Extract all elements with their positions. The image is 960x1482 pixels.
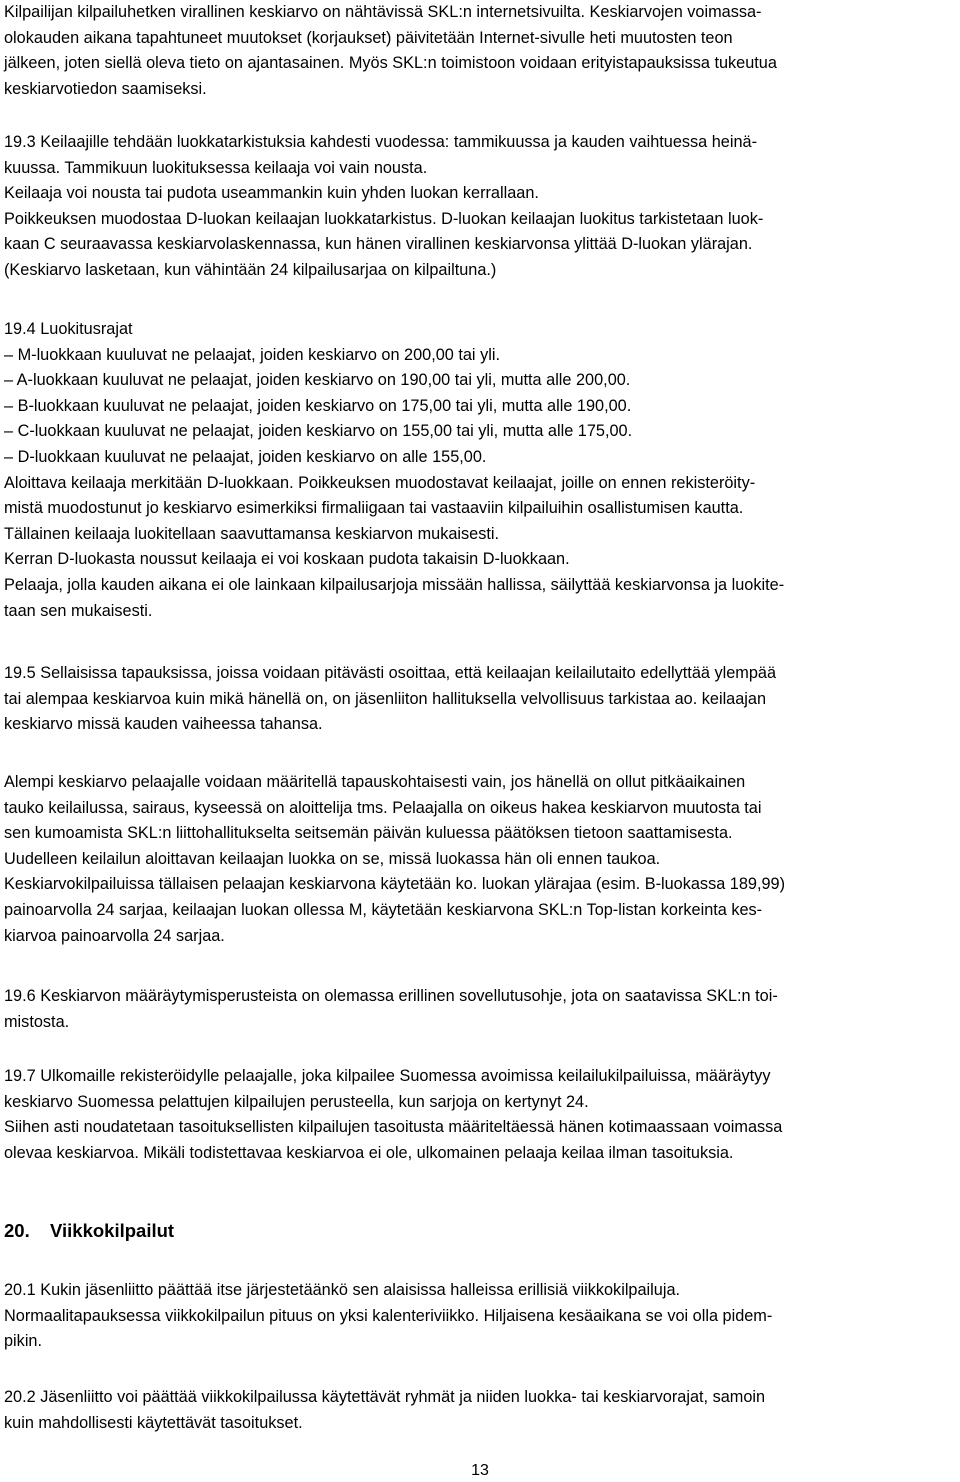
text-line: – A-luokkaan kuuluvat ne pelaajat, joiden keskiarvo on 190,00 tai yli, mutta alle 200,00.	[4, 371, 631, 390]
text-line: 19.3 Keilaajille tehdään luokkatarkistuksia kahdesti vuodessa: tammikuussa ja kauden vaihtuessa heinä-	[4, 133, 757, 151]
text-line: (Keskiarvo lasketaan, kun vähintään 24 kilpailusarjaa on kilpailtuna.)	[4, 260, 497, 279]
text-line: 20.1 Kukin jäsenliitto päättää itse järjestetäänkö sen alaisissa halleissa erillisiä viikkokilpailuja.	[4, 1281, 681, 1299]
section-19-5	[4, 661, 956, 738]
text-line: 20.2 Jäsenliitto voi päättää viikkokilpailussa käytettävät ryhmät ja niiden luokka- tai keskiarvorajat, samoin	[4, 1388, 766, 1406]
intro-paragraph	[4, 0, 956, 102]
text-line: Aloittava keilaaja merkitään D-luokkaan. Poikkeuksen muodostavat keilaajat, joille on ennen rekisteröity-	[4, 473, 756, 492]
text-line: Poikkeuksen muodostaa D-luokan keilaajan luokkatarkistus. D-luokan keilaajan luokitus tarkistetaan luok-	[4, 209, 764, 228]
text-line: Pelaaja, jolla kauden aikana ei ole lainkaan kilpailusarjoja missään hallissa, säilyttää keskiarvonsa ja luokite-	[4, 575, 785, 594]
text-line: – D-luokkaan kuuluvat ne pelaajat, joiden keskiarvo on alle 155,00.	[4, 447, 487, 466]
text-line: tai alempaa keskiarvoa kuin mikä hänellä on, on jäsenliiton hallituksella velvollisuus tarkistaa ao. keilaajan	[4, 689, 767, 708]
text-line: Alempi keskiarvo pelaajalle voidaan määritellä tapauskohtaisesti vain, jos hänellä on ollut pitkäaikainen	[4, 773, 746, 791]
section-19-4	[4, 317, 956, 624]
text-line: keskiarvo missä kauden vaiheessa tahansa.	[4, 715, 323, 734]
text-line: – M-luokkaan kuuluvat ne pelaajat, joiden keskiarvo on 200,00 tai yli.	[4, 345, 500, 364]
section-20-title: Viikkokilpailut	[50, 1220, 175, 1241]
text-line: painoarvolla 24 sarjaa, keilaajan luokan ollessa M, käytetään keskiarvona SKL:n Top-listan korkeinta kes-	[4, 900, 763, 919]
text-line: Uudelleen keilailun aloittavan keilaajan luokka on se, missä luokassa hän oli ennen taukoa.	[4, 849, 661, 868]
text-line: keskiarvo Suomessa pelattujen kilpailujen perusteella, kun sarjoja on kertynyt 24.	[4, 1092, 589, 1111]
text-line: 19.4 Luokitusrajat	[4, 320, 133, 338]
page-number: 13	[471, 1462, 489, 1479]
section-19-5-continued	[4, 770, 956, 949]
text-line: jälkeen, joten siellä oleva tieto on ajantasainen. Myös SKL:n toimistoon voidaan erityistapauksissa tukeutua	[4, 54, 777, 73]
text-line: 19.5 Sellaisissa tapauksissa, joissa voidaan pitävästi osoittaa, että keilaajan keilailutaito edellyttää ylempää	[4, 664, 776, 682]
text-line: Kilpailijan kilpailuhetken virallinen keskiarvo on nähtävissä SKL:n internetsivuilta. Keskiarvojen voimassa-	[4, 3, 762, 21]
text-line: sen kumoamista SKL:n liittohallitukselta seitsemän päivän kuluessa päätöksen tietoon saattamisesta.	[4, 824, 733, 843]
section-19-6	[4, 984, 956, 1035]
text-line: kiarvoa painoarvolla 24 sarjaa.	[4, 926, 225, 945]
text-line: Keilaaja voi nousta tai pudota useammankin kuin yhden luokan kerrallaan.	[4, 184, 539, 203]
text-line: Kerran D-luokasta noussut keilaaja ei voi koskaan pudota takaisin D-luokkaan.	[4, 550, 570, 569]
text-line: 19.7 Ulkomaille rekisteröidylle pelaajalle, joka kilpailee Suomessa avoimissa keilailukilpailuissa, määräytyy	[4, 1067, 771, 1085]
section-20-2	[4, 1385, 956, 1436]
text-line: olokauden aikana tapahtuneet muutokset (korjaukset) päivitetään Internet-sivulle heti muutosten teon	[4, 28, 733, 47]
text-line: 19.6 Keskiarvon määräytymisperusteista on olemassa erillinen sovellutusohje, jota on saatavissa SKL:n toi-	[4, 987, 778, 1005]
text-line: Keskiarvokilpailuissa tällaisen pelaajan keskiarvona käytetään ko. luokan ylärajaa (esim. B-luokassa 189,99)	[4, 875, 786, 894]
text-line: mistä muodostunut jo keskiarvo esimerkiksi firmaliigaan tai vastaaviin kilpailuihin osallistumisen kautta.	[4, 499, 744, 518]
section-19-3	[4, 130, 956, 284]
text-line: Normaalitapauksessa viikkokilpailun pituus on yksi kalenteriviikko. Hiljaisena kesäaikana se voi olla pidem-	[4, 1306, 773, 1325]
text-line: – C-luokkaan kuuluvat ne pelaajat, joiden keskiarvo on 155,00 tai yli, mutta alle 175,00.	[4, 422, 633, 441]
text-line: pikin.	[4, 1332, 43, 1351]
text-line: olevaa keskiarvoa. Mikäli todistettavaa keskiarvoa ei ole, ulkomainen pelaaja keilaa ilman tasoituksia.	[4, 1143, 734, 1162]
text-line: mistosta.	[4, 1012, 70, 1031]
section-20-heading	[4, 1220, 174, 1242]
text-line: – B-luokkaan kuuluvat ne pelaajat, joiden keskiarvo on 175,00 tai yli, mutta alle 190,00.	[4, 396, 632, 415]
text-line: kaan C seuraavassa keskiarvolaskennassa, kun hänen virallinen keskiarvonsa ylittää D-luokan ylärajan.	[4, 235, 753, 254]
section-19-7	[4, 1064, 956, 1166]
text-line: tauko keilailussa, sairaus, kyseessä on aloittelija tms. Pelaajalla on oikeus hakea keskiarvon muutosta tai	[4, 798, 762, 817]
section-20-number: 20.	[4, 1220, 30, 1241]
text-line: kuussa. Tammikuun luokituksessa keilaaja voi vain nousta.	[4, 158, 428, 177]
text-line: taan sen mukaisesti.	[4, 601, 153, 620]
text-line: Tällainen keilaaja luokitellaan saavuttamansa keskiarvon mukaisesti.	[4, 524, 500, 543]
section-20-1	[4, 1278, 956, 1355]
text-line: kuin mahdollisesti käytettävät tasoitukset.	[4, 1413, 303, 1432]
text-line: Siihen asti noudatetaan tasoituksellisten kilpailujen tasoitusta määriteltäessä hänen kotimaassaan voimassa	[4, 1118, 783, 1137]
text-line: keskiarvotiedon saamiseksi.	[4, 79, 207, 98]
